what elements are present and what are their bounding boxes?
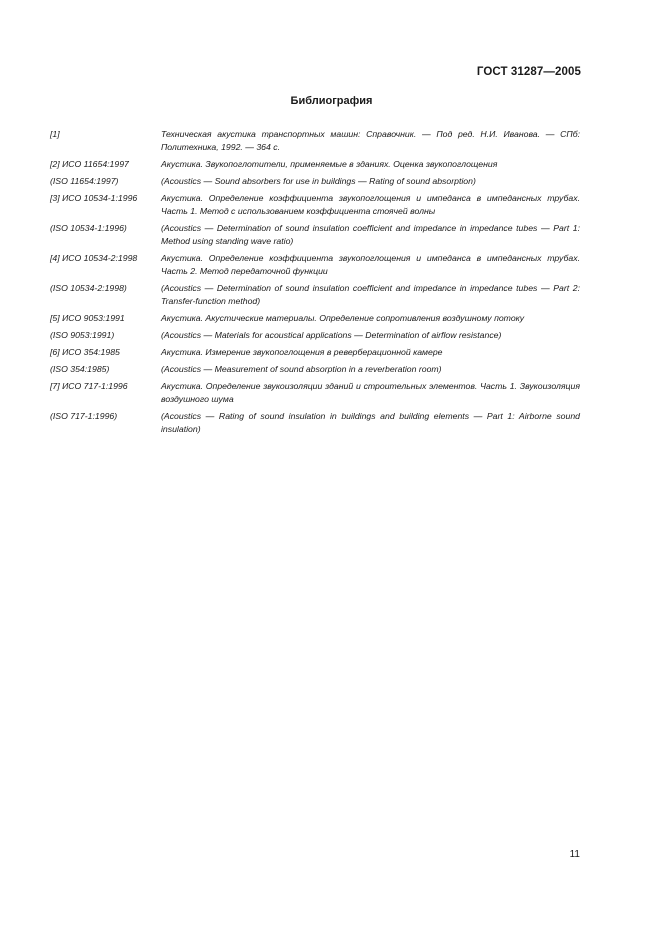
entry-description: Акустика. Определение коэффициента звукопоглощения и импеданса в импедансных трубах. Часть 1. Метод с использованием коэффициента стоячей волны xyxy=(161,193,580,216)
entry-reference: [4] ИСО 10534-2:1998 xyxy=(50,253,138,263)
entry-description: Акустика. Определение звукоизоляции зданий и строительных элементов. Часть 1. Звукоизоляция воздушного шума xyxy=(161,381,580,404)
entry-reference: [2] ИСО 11654:1997 xyxy=(50,159,129,169)
entry-reference: [6] ИСО 354:1985 xyxy=(50,347,120,357)
entry-description: (Acoustics — Sound absorbers for use in buildings — Rating of sound absorption) xyxy=(161,176,476,186)
entry-reference: [7] ИСО 717-1:1996 xyxy=(50,381,128,391)
bibliography-entry xyxy=(50,128,580,154)
entry-reference: (ISO 717-1:1996) xyxy=(50,411,118,421)
bibliography-list xyxy=(50,128,580,440)
bibliography-entry xyxy=(50,175,580,188)
entry-description: (Acoustics — Determination of sound insulation coefficient and impedance in impedance tubes — Part 2: Transfer-function method) xyxy=(161,283,580,306)
entry-reference: (ISO 11654:1997) xyxy=(50,176,119,186)
entry-reference: [3] ИСО 10534-1:1996 xyxy=(50,193,138,203)
page-number: 11 xyxy=(569,849,580,860)
entry-description: (Acoustics — Measurement of sound absorption in a reverberation room) xyxy=(161,364,442,374)
entry-reference: (ISO 10534-2:1998) xyxy=(50,283,127,293)
bibliography-entry xyxy=(50,312,580,325)
bibliography-entry xyxy=(50,346,580,359)
entry-description: Акустика. Измерение звукопоглощения в реверберационной камере xyxy=(161,347,443,357)
bibliography-entry xyxy=(50,158,580,171)
document-code: ГОСТ 31287—2005 xyxy=(476,66,581,78)
bibliography-entry xyxy=(50,329,580,342)
entry-description: Акустика. Акустические материалы. Определение сопротивления воздушному потоку xyxy=(161,313,525,323)
entry-description: (Acoustics — Materials for acoustical applications — Determination of airflow resistance) xyxy=(161,330,502,340)
entry-description: Акустика. Определение коэффициента звукопоглощения и импеданса в импедансных трубах. Часть 2. Метод передаточной функции xyxy=(161,253,580,276)
bibliography-entry xyxy=(50,380,580,406)
entry-description: (Acoustics — Determination of sound insulation coefficient and impedance in impedance tubes — Part 1: Method using standing wave ratio) xyxy=(161,223,580,246)
bibliography-entry xyxy=(50,252,580,278)
entry-reference: [5] ИСО 9053:1991 xyxy=(50,313,125,323)
bibliography-entry xyxy=(50,282,580,308)
bibliography-entry xyxy=(50,192,580,218)
entry-description: (Acoustics — Rating of sound insulation in buildings and building elements — Part 1: Airborne sound insulation) xyxy=(161,411,580,434)
entry-description: Техническая акустика транспортных машин: Справочник. — Под ред. Н.И. Иванова. — СПб: Политехника, 1992. — 364 с. xyxy=(161,129,580,152)
entry-reference: [1] xyxy=(50,129,60,139)
entry-reference: (ISO 9053:1991) xyxy=(50,330,115,340)
entry-reference: (ISO 354:1985) xyxy=(50,364,110,374)
bibliography-entry xyxy=(50,222,580,248)
entry-reference: (ISO 10534-1:1996) xyxy=(50,223,127,233)
bibliography-entry xyxy=(50,410,580,436)
entry-description: Акустика. Звукопоглотители, применяемые в зданиях. Оценка звукопоглощения xyxy=(161,159,498,169)
bibliography-entry xyxy=(50,363,580,376)
page-title: Библиография xyxy=(290,95,373,107)
